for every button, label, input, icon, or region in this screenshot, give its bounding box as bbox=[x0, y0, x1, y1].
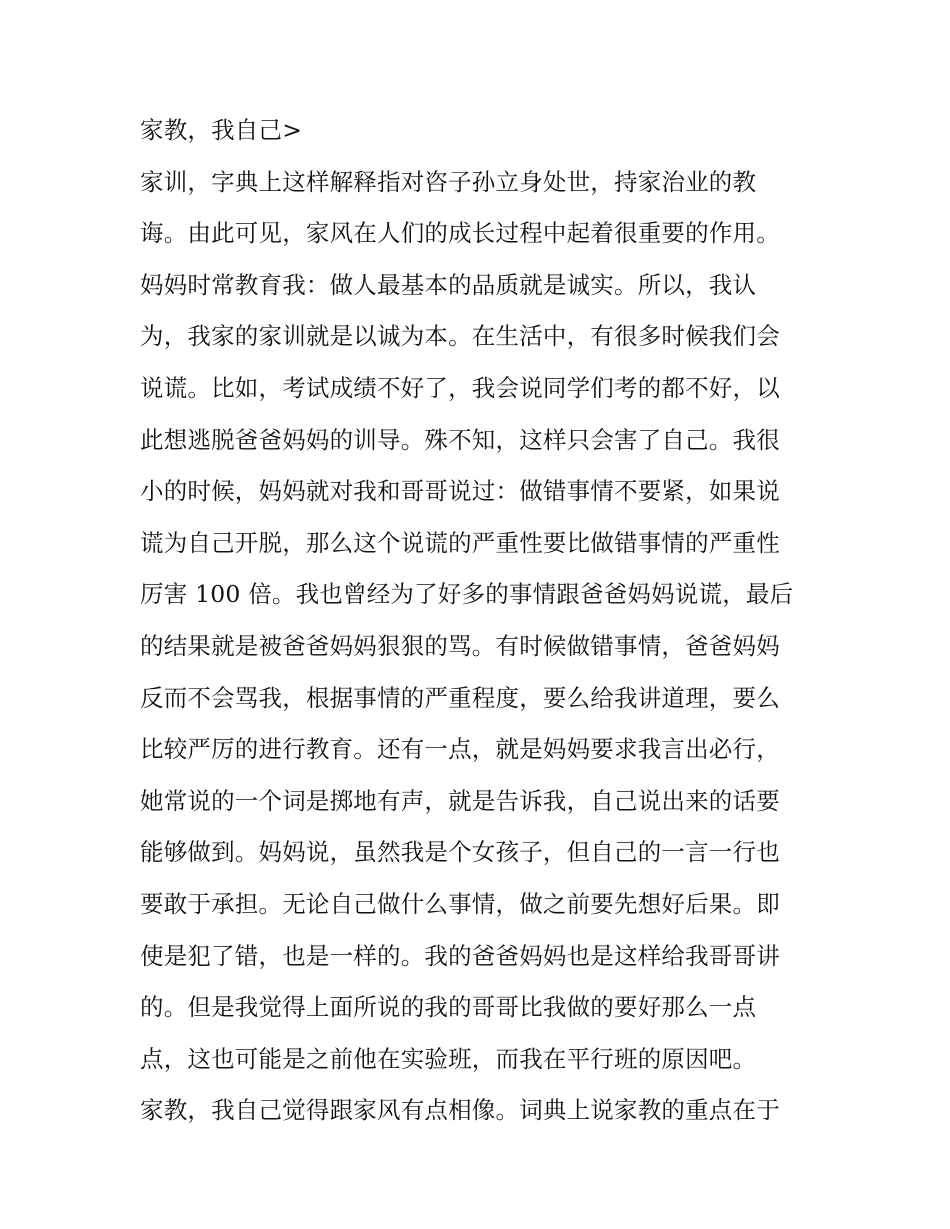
text-line: 谎为自己开脱，那么这个说谎的严重性要比做错事情的严重性 bbox=[140, 528, 780, 557]
text-line: 能够做到。妈妈说，虽然我是个女孩子，但自己的一言一行也 bbox=[140, 838, 780, 867]
text-line: 说谎。比如，考试成绩不好了，我会说同学们考的都不好，以 bbox=[140, 373, 780, 402]
text-line: 家教，我自己觉得跟家风有点相像。词典上说家教的重点在于 bbox=[140, 1096, 780, 1125]
text-line: 点，这也可能是之前他在实验班，而我在平行班的原因吧。 bbox=[140, 1044, 757, 1073]
text-line: 小的时候，妈妈就对我和哥哥说过：做错事情不要紧，如果说 bbox=[140, 477, 780, 506]
text-line: 妈妈时常教育我：做人最基本的品质就是诚实。所以，我认 bbox=[140, 270, 757, 299]
text-line: 诲。由此可见，家风在人们的成长过程中起着很重要的作用。 bbox=[140, 219, 780, 248]
text-line: 厉害 100 倍。我也曾经为了好多的事情跟爸爸妈妈说谎，最后 bbox=[140, 580, 794, 609]
text-line: 比较严厉的进行教育。还有一点，就是妈妈要求我言出必行， bbox=[140, 735, 780, 764]
text-line: 的结果就是被爸爸妈妈狠狠的骂。有时候做错事情，爸爸妈妈 bbox=[140, 631, 780, 660]
text-line: 的。但是我觉得上面所说的我的哥哥比我做的要好那么一点 bbox=[140, 993, 757, 1022]
text-line: 此想逃脱爸爸妈妈的训导。殊不知，这样只会害了自己。我很 bbox=[140, 425, 780, 454]
text-line: 为，我家的家训就是以诚为本。在生活中，有很多时候我们会 bbox=[140, 322, 780, 351]
essay-title-line: 家教，我自己> bbox=[140, 116, 303, 144]
text-line: 使是犯了错，也是一样的。我的爸爸妈妈也是这样给我哥哥讲 bbox=[140, 941, 780, 970]
text-line: 家训，字典上这样解释指对咨子孙立身处世，持家治业的教 bbox=[140, 167, 757, 196]
essay-text bbox=[140, 105, 820, 1137]
text-line: 反而不会骂我，根据事情的严重程度，要么给我讲道理，要么 bbox=[140, 683, 780, 712]
text-line: 要敢于承担。无论自己做什么事情，做之前要先想好后果。即 bbox=[140, 889, 780, 918]
text-line: 她常说的一个词是掷地有声，就是告诉我，自己说出来的话要 bbox=[140, 786, 780, 815]
